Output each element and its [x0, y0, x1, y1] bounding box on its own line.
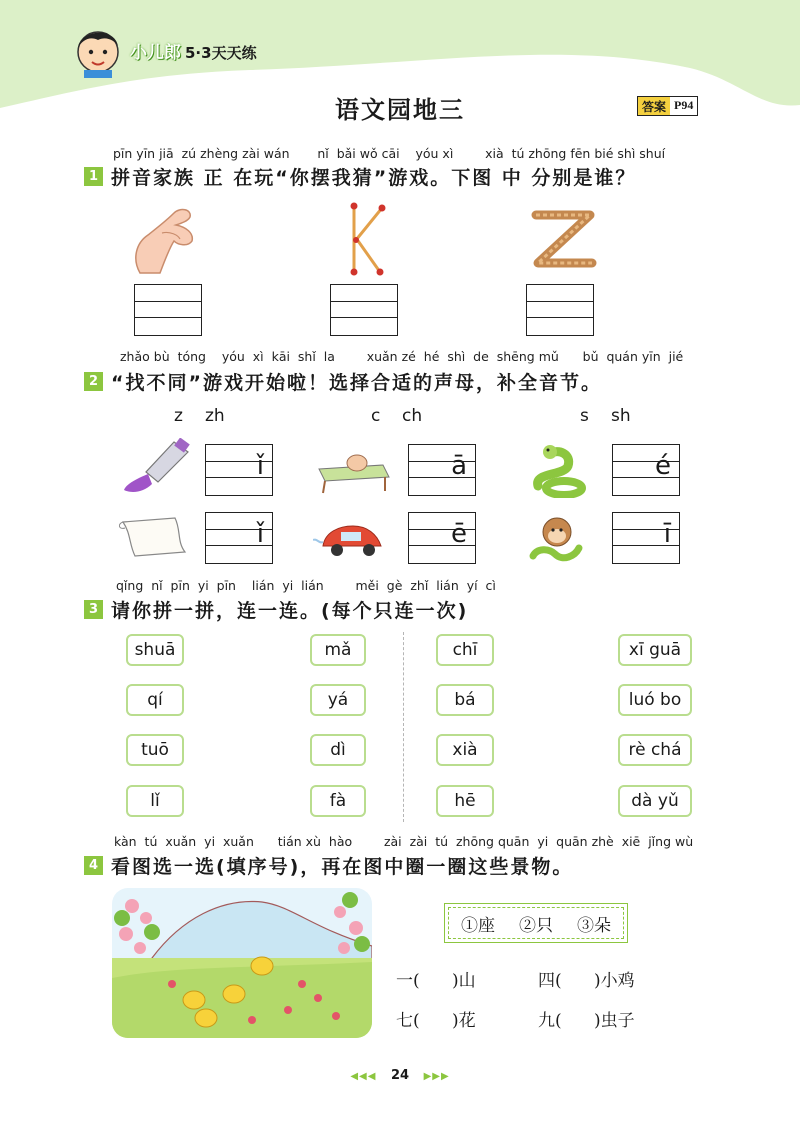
q2-answer-grid-2[interactable]: [408, 444, 476, 496]
q1-number: 1: [84, 167, 103, 186]
page-footer: [0, 1068, 800, 1083]
right-arrows-icon: ▶▶▶: [423, 1071, 450, 1082]
q4-text: 看图选一选(填序号)，再在图中圈一圈这些景物。: [111, 856, 574, 878]
brand: [130, 38, 257, 63]
q2-heading: [84, 368, 602, 395]
q4-number: 4: [84, 856, 103, 875]
q3-option-col4-1[interactable]: xī guā: [618, 634, 692, 666]
q2-answer-grid-1[interactable]: [205, 444, 273, 496]
q3-option-col1-2[interactable]: qí: [126, 684, 184, 716]
q2-group-2-option-b: ch: [402, 406, 423, 426]
q2-text: “找不同”游戏开始啦！选择合适的声母，补全音节。: [111, 372, 602, 394]
q2-pinyin: zhǎo bù tóng yóu xì kāi shǐ la xuǎn zé hé shì de shēng mǔ bǔ quán yīn jié: [120, 349, 684, 364]
hand-gesture-c-image: [122, 203, 214, 275]
answer-tag[interactable]: [637, 96, 698, 116]
q3-pinyin: qǐng nǐ pīn yi pīn lián yi lián měi gè zhǐ lián yí cì: [116, 578, 496, 593]
q4-heading: [84, 852, 573, 879]
q2-group-1-option-a: z: [174, 406, 183, 426]
paper-scroll-image: [115, 512, 189, 562]
q4-blank-mountain[interactable]: 一( )山: [396, 971, 476, 991]
measure-word-1[interactable]: ①座: [461, 915, 495, 936]
q3-heading: [84, 596, 468, 623]
q1-heading: [84, 163, 636, 190]
meadow-scene-image: [112, 888, 372, 1038]
q1-answer-grid-2[interactable]: [330, 284, 398, 336]
brand-name: 小儿郎: [130, 43, 181, 63]
q3-option-col3-4[interactable]: hē: [436, 785, 494, 817]
answer-label: 答案: [638, 97, 670, 115]
q2-group-3-option-b: sh: [611, 406, 631, 426]
q2-tone-3: é: [655, 451, 671, 481]
q3-option-col4-4[interactable]: dà yǔ: [618, 785, 692, 817]
q3-option-col1-3[interactable]: tuō: [126, 734, 184, 766]
q2-tone-4: ǐ: [256, 519, 264, 549]
q3-option-col4-3[interactable]: rè chá: [618, 734, 692, 766]
q2-group-2-option-a: c: [371, 406, 381, 426]
q4-blank-chicks[interactable]: 四( )小鸡: [538, 971, 635, 991]
q2-tone-1: ǐ: [256, 451, 264, 481]
q3-option-col1-4[interactable]: lǐ: [126, 785, 184, 817]
q3-option-col2-3[interactable]: dì: [310, 734, 366, 766]
monkey-image: [527, 512, 585, 566]
q2-group-3-option-a: s: [580, 406, 589, 426]
q3-option-col1-1[interactable]: shuā: [126, 634, 184, 666]
mascot-logo: [70, 22, 126, 82]
measure-word-3[interactable]: ③朵: [577, 915, 611, 936]
q2-answer-grid-6[interactable]: [612, 512, 680, 564]
q2-tone-5: ē: [451, 519, 467, 549]
q3-option-col3-2[interactable]: bá: [436, 684, 494, 716]
q3-option-col4-2[interactable]: luó bo: [618, 684, 692, 716]
q1-answer-grid-3[interactable]: [526, 284, 594, 336]
column-divider: [403, 632, 404, 822]
q2-answer-grid-5[interactable]: [408, 512, 476, 564]
snake-image: [528, 442, 586, 498]
page-number: 24: [390, 1068, 410, 1083]
q3-text: 请你拼一拼，连一连。(每个只连一次): [111, 600, 469, 622]
q3-option-col2-2[interactable]: yá: [310, 684, 366, 716]
q3-option-col3-1[interactable]: chī: [436, 634, 494, 666]
q3-option-col2-1[interactable]: mǎ: [310, 634, 366, 666]
toothpaste-image: [118, 438, 194, 496]
page-title: 语文园地三: [335, 96, 465, 124]
q2-tone-6: ī: [663, 519, 671, 549]
desk-drawing-image: [313, 443, 393, 495]
q3-option-col3-3[interactable]: xià: [436, 734, 494, 766]
car-image: [313, 514, 391, 564]
q3-option-col2-4[interactable]: fà: [310, 785, 366, 817]
q1-answer-grid-1[interactable]: [134, 284, 202, 336]
left-arrows-icon: ◀◀◀: [350, 1071, 377, 1082]
matchstick-k-image: [338, 200, 398, 278]
q4-blank-bugs[interactable]: 九( )虫子: [538, 1011, 635, 1031]
q3-number: 3: [84, 600, 103, 619]
q2-tone-2: ā: [451, 451, 467, 481]
q1-pinyin: pīn yīn jiā zú zhèng zài wán nǐ bǎi wǒ cāi yóu xì xià tú zhōng fēn bié shì shuí: [113, 146, 666, 161]
q1-text: 拼音家族 正 在玩“你摆我猜”游戏。下图 中 分别是谁？: [111, 167, 637, 189]
rope-z-image: [528, 205, 600, 273]
q2-answer-grid-4[interactable]: [205, 512, 273, 564]
q4-blank-flowers[interactable]: 七( )花: [396, 1011, 476, 1031]
brand-series: 5·3天天练: [185, 44, 257, 62]
q4-pinyin: kàn tú xuǎn yi xuǎn tián xù hào zài zài tú zhōng quān yi quān zhè xiē jǐng wù: [114, 834, 694, 849]
measure-word-options: [444, 903, 628, 943]
q2-group-1-option-b: zh: [205, 406, 225, 426]
q2-answer-grid-3[interactable]: [612, 444, 680, 496]
q2-number: 2: [84, 372, 103, 391]
measure-word-2[interactable]: ②只: [519, 915, 553, 936]
answer-page: P94: [670, 97, 697, 115]
